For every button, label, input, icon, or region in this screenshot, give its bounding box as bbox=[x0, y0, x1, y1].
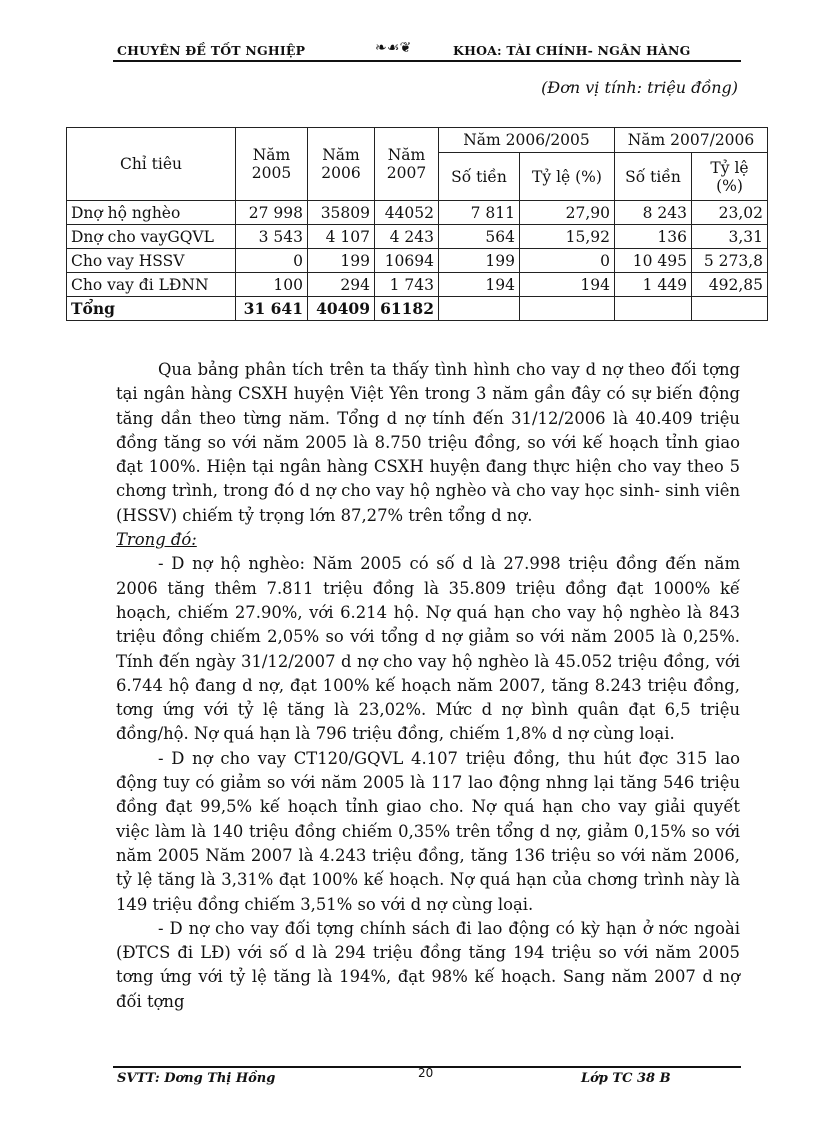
table-cell: 492,85 bbox=[692, 273, 768, 297]
table-cell bbox=[615, 297, 692, 321]
paragraph: Qua bảng phân tích trên ta thấy tình hình cho vay d nợ theo đối tợng tại ngân hàng CSXH huyện Việt Yên trong 3 năm gần đây có sự biến động tăng dần theo từng năm. Tổng d nợ tính đến 31/12/2006 là 40.409 triệu đồng tăng so với năm 2005 là 8.750 triệu đồng, so với kế hoạch tỉnh giao đạt 100%. Hiện tại ngân hàng CSXH huyện đang thực hiện cho vay theo 5 chơng trình, trong đó d nợ cho vay hộ nghèo và cho vay học sinh- sinh viên (HSSV) chiếm tỷ trọng lớn 87,27% trên tổng d nợ. bbox=[116, 360, 740, 525]
table-cell: 3 543 bbox=[236, 225, 308, 249]
table-cell: 194 bbox=[439, 273, 520, 297]
table-cell: 3,31 bbox=[692, 225, 768, 249]
unit-note: (Đơn vị tính: triệu đồng) bbox=[541, 78, 738, 97]
header-ornament: ❧☙❦ bbox=[375, 40, 412, 56]
table-cell: 1 449 bbox=[615, 273, 692, 297]
page-header bbox=[113, 40, 741, 62]
paragraph: - D nợ cho vay CT120/GQVL 4.107 triệu đồng, thu hút đợc 315 lao động tuy có giảm so với năm 2005 là 117 lao động nhng lại tăng 546 triệu đồng đạt 99,5% kế hoạch tỉnh giao cho. Nợ quá hạn cho vay giải quyết việc làm là 140 triệu đồng chiếm 0,35% trên tổng d nợ, giảm 0,15% so với năm 2005 Năm 2007 là 4.243 triệu đồng, tăng 136 triệu so với năm 2006, tỷ lệ tăng là 3,31% đạt 100% kế hoạch. Nợ quá hạn của chơng trình này là 149 triệu đồng chiếm 3,51% so với d nợ cùng loại. bbox=[116, 748, 740, 914]
row-label: Dnợ cho vayGQVL bbox=[67, 225, 236, 249]
col-header-2006: Năm 2006 bbox=[308, 128, 375, 201]
table-cell: 199 bbox=[308, 249, 375, 273]
col-header-so-tien-2: Số tiền bbox=[615, 153, 692, 201]
row-label: Tổng bbox=[67, 297, 236, 321]
col-header-2005: Năm 2005 bbox=[236, 128, 308, 201]
loan-table bbox=[66, 127, 768, 321]
table-cell bbox=[692, 297, 768, 321]
table-cell: 15,92 bbox=[520, 225, 615, 249]
table-cell: 40409 bbox=[308, 297, 375, 321]
table-cell bbox=[520, 297, 615, 321]
page-footer bbox=[113, 1066, 741, 1088]
table-cell: 564 bbox=[439, 225, 520, 249]
subheading-trong-do: Trong đó: bbox=[116, 530, 197, 550]
table-cell: 35809 bbox=[308, 201, 375, 225]
table-cell: 61182 bbox=[375, 297, 439, 321]
table-cell bbox=[439, 297, 520, 321]
table-cell: 10694 bbox=[375, 249, 439, 273]
footer-class: Lớp TC 38 B bbox=[581, 1071, 671, 1086]
row-label: Cho vay HSSV bbox=[67, 249, 236, 273]
page-number: 20 bbox=[418, 1066, 434, 1080]
col-header-ty-le-2: Tỷ lệ (%) bbox=[692, 153, 768, 201]
col-header-chi-tieu: Chỉ tiêu bbox=[67, 128, 236, 201]
footer-student: SVTT: Dơng Thị Hồng bbox=[117, 1071, 276, 1086]
paragraph: - D nợ hộ nghèo: Năm 2005 có số d là 27.998 triệu đồng đến năm 2006 tăng thêm 7.811 triệu đồng là 35.809 triệu đồng đạt 1000% kế hoạch, chiếm 27.90%, với 6.214 hộ. Nợ quá hạn cho vay hộ nghèo là 843 triệu đồng chiếm 2,05% so với tổng d nợ giảm so với năm 2005 là 0,25%. Tính đến ngày 31/12/2007 d nợ cho vay hộ nghèo là 45.052 triệu đồng, với 6.744 hộ đang d nợ, đạt 100% kế hoạch năm 2007, tăng 8.243 triệu đồng, tơng ứng với tỷ lệ tăng là 23,02%. Mức d nợ bình quân đạt 6,5 triệu đồng/hộ. Nợ quá hạn là 796 triệu đồng, chiếm 1,8% d nợ cùng loại. bbox=[116, 554, 740, 744]
row-label: Cho vay đi LĐNN bbox=[67, 273, 236, 297]
table-cell: 10 495 bbox=[615, 249, 692, 273]
table-cell: 1 743 bbox=[375, 273, 439, 297]
table-cell: 5 273,8 bbox=[692, 249, 768, 273]
table-cell: 27,90 bbox=[520, 201, 615, 225]
table-cell: 199 bbox=[439, 249, 520, 273]
col-header-so-tien-1: Số tiền bbox=[439, 153, 520, 201]
table-cell: 294 bbox=[308, 273, 375, 297]
table-cell: 27 998 bbox=[236, 201, 308, 225]
table-row bbox=[67, 273, 768, 297]
table-cell: 0 bbox=[236, 249, 308, 273]
header-thesis-title: CHUYÊN ĐỀ TỐT NGHIỆP bbox=[117, 43, 306, 58]
table-row bbox=[67, 225, 768, 249]
table-cell: 7 811 bbox=[439, 201, 520, 225]
table-cell: 136 bbox=[615, 225, 692, 249]
table-cell: 0 bbox=[520, 249, 615, 273]
table-row bbox=[67, 201, 768, 225]
table-row-total bbox=[67, 297, 768, 321]
body-text bbox=[116, 358, 740, 1014]
paragraph: - D nợ cho vay đối tợng chính sách đi lao động có kỳ hạn ở nớc ngoài (ĐTCS đi LĐ) với số d là 294 triệu đồng tăng 194 triệu so với năm 2005 tơng ứng với tỷ lệ tăng là 194%, đạt 98% kế hoạch. Sang năm 2007 d nợ đối tợng bbox=[116, 918, 740, 1011]
table-cell: 44052 bbox=[375, 201, 439, 225]
table-cell: 4 107 bbox=[308, 225, 375, 249]
header-faculty: KHOA: TÀI CHÍNH- NGÂN HÀNG bbox=[453, 43, 691, 58]
table-cell: 31 641 bbox=[236, 297, 308, 321]
table-cell: 100 bbox=[236, 273, 308, 297]
table-cell: 23,02 bbox=[692, 201, 768, 225]
col-header-2007: Năm 2007 bbox=[375, 128, 439, 201]
col-group-2006-2005: Năm 2006/2005 bbox=[439, 128, 615, 153]
table-cell: 4 243 bbox=[375, 225, 439, 249]
table-cell: 194 bbox=[520, 273, 615, 297]
table-row bbox=[67, 249, 768, 273]
col-group-2007-2006: Năm 2007/2006 bbox=[615, 128, 768, 153]
table-cell: 8 243 bbox=[615, 201, 692, 225]
row-label: Dnợ hộ nghèo bbox=[67, 201, 236, 225]
col-header-ty-le-1: Tỷ lệ (%) bbox=[520, 153, 615, 201]
